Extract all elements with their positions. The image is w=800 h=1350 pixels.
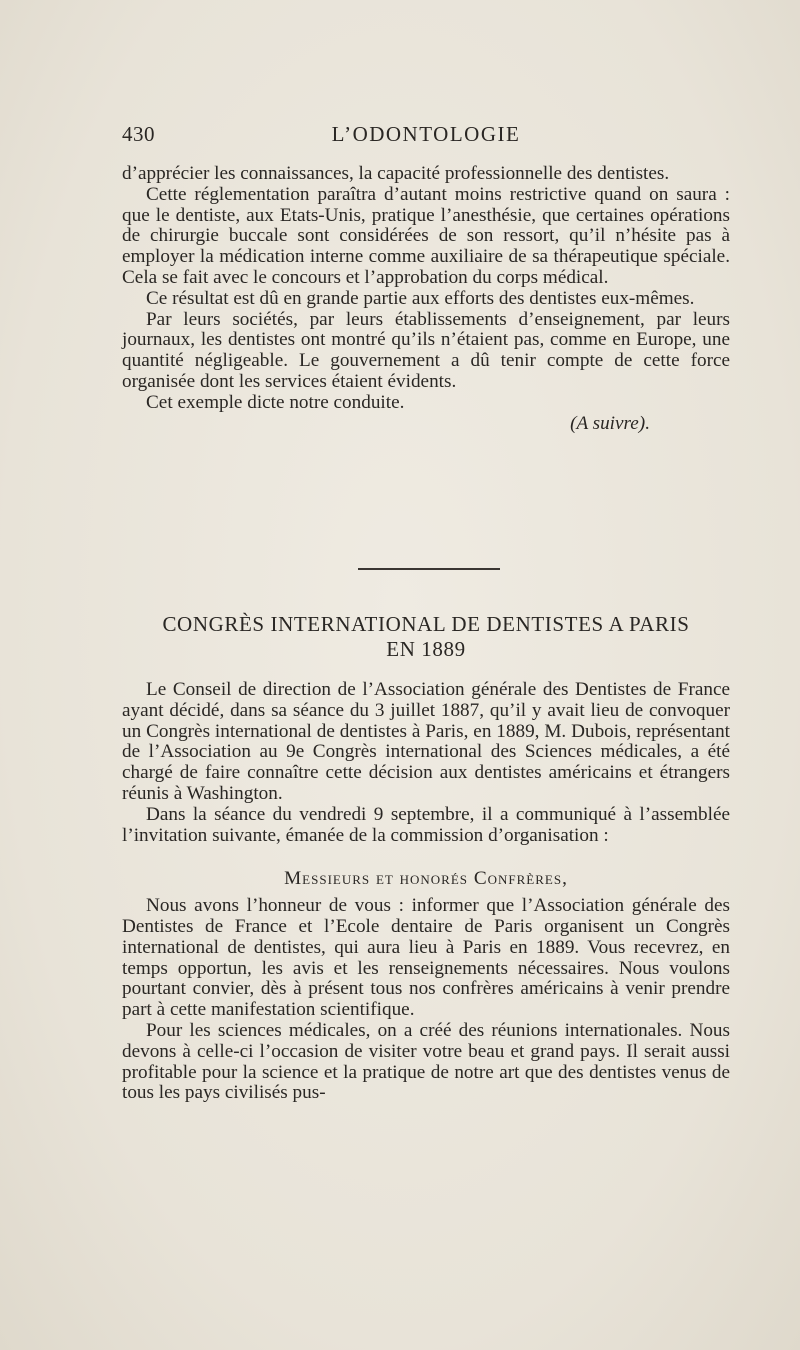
section-body (122, 680, 730, 1104)
paragraph: Cette réglementation paraîtra d’autant moins restrictive quand on saura : que le dentiste, aux Etats-Unis, pratique l’anesthésie, que certaines opérations de chirurgie buccale sont considérées de son ressort, qu’il n’hésite pas à employer la médication interne comme auxiliaire de sa thérapeutique spéciale. Cela se fait avec le concours et l’approbation du corps médical. (122, 183, 730, 288)
running-title: L’ODONTOLOGIE (331, 122, 521, 146)
paragraph: Dans la séance du vendredi 9 septembre, il a communiqué à l’assemblée l’invitation suivante, émanée de la commission d’organisation : (122, 803, 730, 846)
section-divider (358, 568, 500, 570)
letter-paragraph: Nous avons l’honneur de vous : informer que l’Association générale des Dentistes de France et l’Ecole dentaire de Paris organisent un Congrès international de dentistes, qui aura lieu à Paris en 1889. Vous recevrez, en temps opportun, les avis et les renseignements nécessaires. Nous voulons pourtant convier, dès à présent tous nos confrères américains à venir prendre part à cette manifestation scientifique. (122, 895, 730, 1021)
section-continued-text (122, 164, 730, 434)
letter-salutation: Messieurs et honorés Confrères, (284, 868, 568, 890)
letter-paragraph: Pour les sciences médicales, on a créé des réunions internationales. Nous devons à celle-ci l’occasion de visiter votre beau et grand pays. Il serait aussi profitable pour la science et la pratique de notre art que des dentistes venus de tous les pays civilisés pus- (122, 1019, 730, 1104)
paragraph: Par leurs sociétés, par leurs établissements d’enseignement, par leurs journaux, les dentistes ont montré qu’ils n’étaient pas, comme en Europe, une quantité négligeable. Le gouvernement a dû tenir compte de cette force organisée dont les services étaient évidents. (122, 308, 730, 392)
section-title-line-1: CONGRÈS INTERNATIONAL DE DENTISTES A PARIS (162, 612, 690, 636)
page-header (122, 122, 730, 152)
paragraph: Ce résultat est dû en grande partie aux efforts des dentistes eux-mêmes. (146, 287, 695, 309)
paragraph: d’apprécier les connaissances, la capacité professionnelle des dentistes. (122, 163, 670, 184)
a-suivre-note: (A suivre). (570, 412, 650, 434)
paragraph: Le Conseil de direction de l’Association générale des Dentistes de France ayant décidé, dans sa séance du 3 juillet 1887, qu’il y avait lieu de convoquer un Congrès international de dentistes à Paris, en 1889, M. Dubois, représentant de l’Association au 9e Congrès international des Sciences médicales, a été chargé de faire connaître cette décision aux dentistes américains et étrangers réunis à Washington. (122, 679, 730, 804)
paragraph: Cet exemple dicte notre conduite. (146, 391, 405, 413)
section-title (118, 612, 734, 662)
section-title-line-2: EN 1889 (386, 637, 466, 661)
page-number: 430 (122, 122, 155, 146)
